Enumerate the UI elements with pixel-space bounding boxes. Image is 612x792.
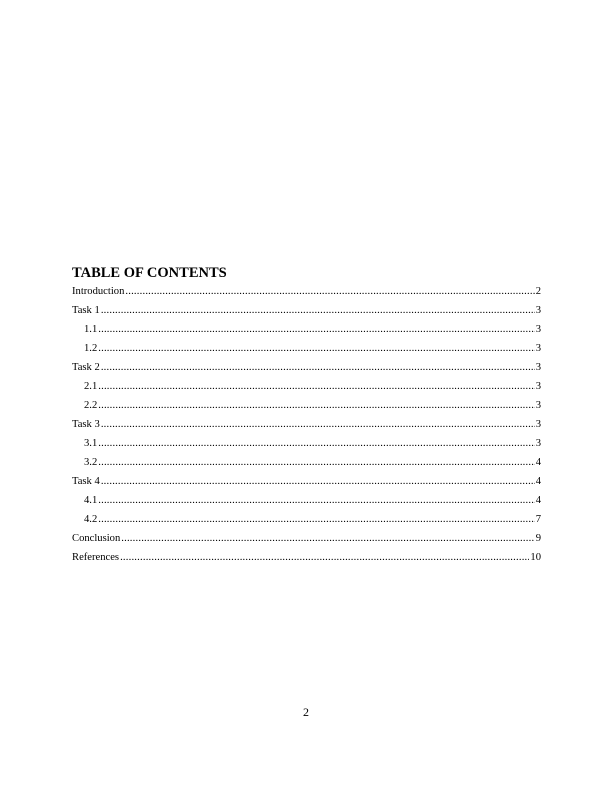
- toc-leader-dots: [101, 415, 535, 434]
- toc-entry-page: 2: [535, 286, 541, 297]
- toc-entry-page: 7: [535, 514, 541, 525]
- toc-entry-page: 3: [535, 381, 541, 392]
- toc-entry-task-3[interactable]: [72, 415, 541, 434]
- toc-leader-dots: [101, 301, 535, 320]
- toc-entry-1-2[interactable]: [72, 339, 541, 358]
- toc-leader-dots: [98, 320, 534, 339]
- toc-entry-page: 3: [535, 324, 541, 335]
- toc-leader-dots: [98, 491, 534, 510]
- toc-leader-dots: [101, 472, 535, 491]
- toc-entry-label: 3.2: [84, 457, 98, 468]
- toc-entry-2-1[interactable]: [72, 377, 541, 396]
- toc-entry-2-2[interactable]: [72, 396, 541, 415]
- toc-leader-dots: [120, 548, 529, 567]
- toc-entry-3-2[interactable]: [72, 453, 541, 472]
- toc-entry-1-1[interactable]: [72, 320, 541, 339]
- toc-leader-dots: [98, 339, 534, 358]
- toc-entry-page: 3: [535, 438, 541, 449]
- toc-entry-label: Conclusion: [72, 533, 121, 544]
- toc-entry-task-4[interactable]: [72, 472, 541, 491]
- toc-entry-page: 3: [535, 419, 541, 430]
- toc-entry-page: 4: [535, 495, 541, 506]
- toc-entry-page: 3: [535, 343, 541, 354]
- toc-leader-dots: [98, 510, 534, 529]
- toc-entry-label: Task 4: [72, 476, 100, 487]
- toc-leader-dots: [98, 453, 534, 472]
- toc-leader-dots: [98, 377, 534, 396]
- toc-entry-label: 3.1: [84, 438, 98, 449]
- table-of-contents: [72, 264, 541, 567]
- toc-entry-page: 3: [535, 400, 541, 411]
- toc-entry-page: 9: [535, 533, 541, 544]
- toc-leader-dots: [121, 529, 534, 548]
- toc-entry-label: 2.2: [84, 400, 98, 411]
- toc-entry-task-2[interactable]: [72, 358, 541, 377]
- toc-entry-4-1[interactable]: [72, 491, 541, 510]
- toc-entry-label: Introduction: [72, 286, 125, 297]
- toc-entry-label: 4.2: [84, 514, 98, 525]
- toc-entry-page: 10: [530, 552, 541, 563]
- toc-title: TABLE OF CONTENTS: [72, 265, 227, 281]
- toc-leader-dots: [101, 358, 535, 377]
- toc-entry-page: 4: [535, 476, 541, 487]
- toc-entry-page: 4: [535, 457, 541, 468]
- page-number: 2: [303, 705, 309, 719]
- toc-entry-label: 2.1: [84, 381, 98, 392]
- toc-leader-dots: [125, 282, 534, 301]
- toc-entry-label: Task 1: [72, 305, 100, 316]
- toc-entry-label: Task 2: [72, 362, 100, 373]
- toc-entry-task-1[interactable]: [72, 301, 541, 320]
- toc-entry-label: References: [72, 552, 120, 563]
- toc-list: [72, 282, 541, 567]
- toc-entry-label: 4.1: [84, 495, 98, 506]
- toc-entry-page: 3: [535, 362, 541, 373]
- toc-entry-conclusion[interactable]: [72, 529, 541, 548]
- toc-entry-page: 3: [535, 305, 541, 316]
- toc-entry-label: 1.2: [84, 343, 98, 354]
- toc-entry-label: Task 3: [72, 419, 100, 430]
- toc-entry-4-2[interactable]: [72, 510, 541, 529]
- toc-entry-references[interactable]: [72, 548, 541, 567]
- toc-entry-introduction[interactable]: [72, 282, 541, 301]
- toc-leader-dots: [98, 434, 534, 453]
- toc-entry-label: 1.1: [84, 324, 98, 335]
- toc-leader-dots: [98, 396, 534, 415]
- toc-entry-3-1[interactable]: [72, 434, 541, 453]
